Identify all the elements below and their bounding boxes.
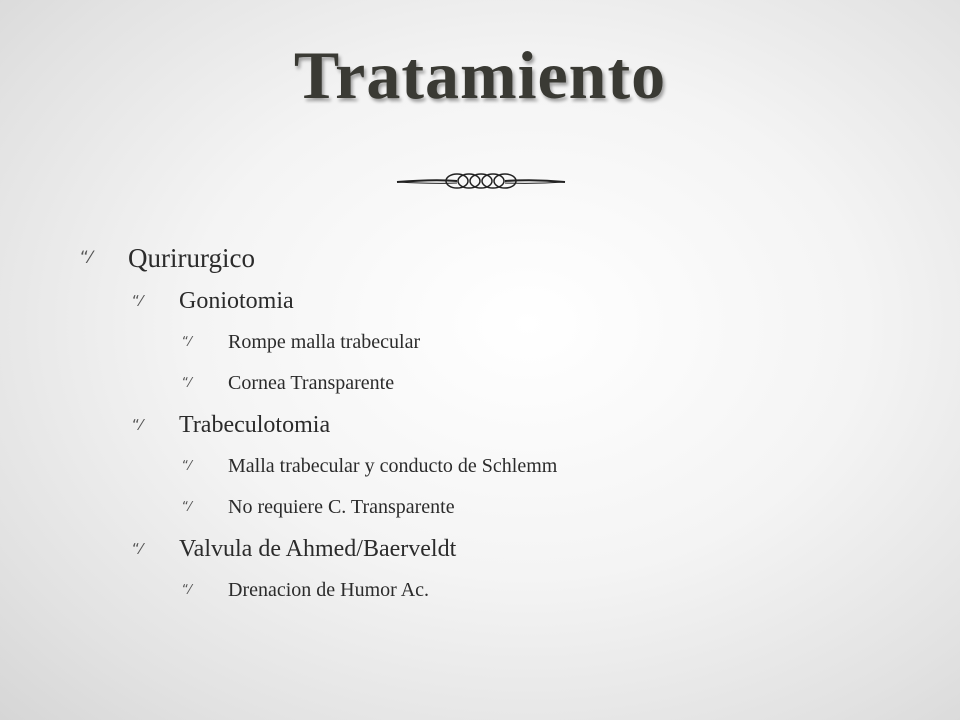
list-item-text: Cornea Transparente [228, 372, 395, 394]
list-item-text: Malla trabecular y conducto de Schlemm [228, 455, 558, 477]
quote-bullet-icon: “⁄ [132, 292, 143, 310]
slide-title: Tratamiento [293, 37, 667, 113]
quote-bullet-icon: “⁄ [132, 416, 143, 434]
quote-bullet-icon: “⁄ [182, 459, 191, 474]
list-item [132, 528, 920, 570]
list-item [80, 236, 920, 280]
scroll-divider-ornament-icon [395, 168, 567, 196]
list-item-text: Valvula de Ahmed/Baerveldt [179, 535, 457, 562]
list-item [182, 446, 920, 487]
list-item-text: No requiere C. Transparente [228, 496, 455, 518]
quote-bullet-icon: “⁄ [182, 335, 191, 350]
list-item [182, 487, 920, 528]
quote-bullet-icon: “⁄ [182, 376, 191, 391]
list-item-text: Trabeculotomia [179, 411, 331, 438]
list-item [182, 363, 920, 404]
quote-bullet-icon: “⁄ [182, 583, 191, 598]
list-item-text: Goniotomia [179, 287, 294, 314]
quote-bullet-icon: “⁄ [132, 540, 143, 558]
list-item [182, 322, 920, 363]
quote-bullet-icon: “⁄ [80, 248, 92, 268]
list-item-text: Rompe malla trabecular [228, 331, 421, 353]
list-item [182, 570, 920, 611]
list-item [132, 404, 920, 446]
list-item [132, 280, 920, 322]
list-item-text: Drenacion de Humor Ac. [228, 579, 430, 601]
quote-bullet-icon: “⁄ [182, 500, 191, 515]
bullet-list [80, 236, 920, 611]
list-item-text: Qurirurgico [128, 242, 255, 273]
